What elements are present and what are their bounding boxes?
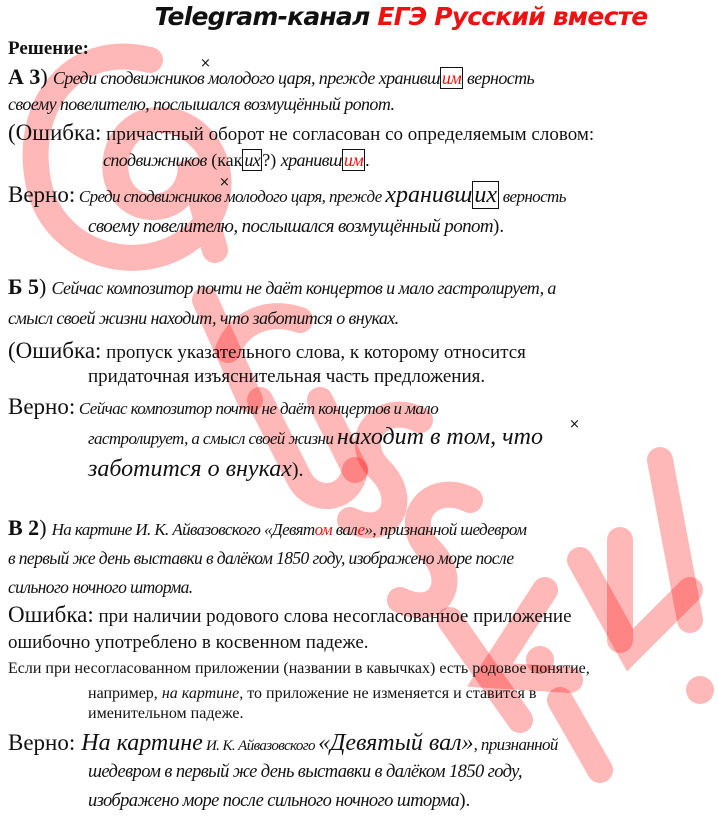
- task-a3-question-line2: своему повелителю, послышался возмущённый ропот.: [8, 94, 395, 114]
- header-channel-name: ЕГЭ Русский вместе: [377, 2, 648, 31]
- task-a3-question-line1: [8, 62, 534, 94]
- question-text: », признанной шедевром: [364, 520, 527, 539]
- correct-text: изображено море после сильного ночного шторма: [88, 791, 460, 811]
- correct-highlight: хранивш: [385, 182, 473, 208]
- correct-highlight: «Девятый вал»: [318, 730, 474, 756]
- correct-label: Верно:: [8, 394, 76, 419]
- error-label: (Ошибка:: [8, 338, 102, 363]
- correct-text: И. К. Айвазовского: [202, 738, 319, 754]
- task-a3-error-line1: [8, 120, 594, 146]
- channel-header: [0, 0, 718, 36]
- task-b5-correct-line1: [8, 394, 438, 420]
- stress-mark-icon: ×: [569, 417, 580, 432]
- error-text: при наличии родового слова несогласованное приложение: [93, 606, 572, 627]
- correct-text: Среди сподвижников молодого царя, прежде: [75, 187, 386, 206]
- stress-mark-icon: ×: [219, 175, 230, 190]
- task-v2-note-line1: Если при несогласованном приложении (названии в кавычках) есть родовое понятие,: [8, 660, 590, 677]
- paren: ): [40, 64, 48, 89]
- header-prefix: Telegram-канал: [154, 2, 378, 31]
- question-text: Сейчас композитор почти не даёт концертов и мало гастролирует, а: [51, 278, 556, 298]
- correct-label: Верно:: [8, 182, 76, 207]
- question-text: Среди сподвижников молодого царя, прежде хранивш: [52, 68, 440, 88]
- error-text: причастный оборот не согласован со определяемым словом:: [101, 124, 595, 145]
- correct-text: гастролирует, а смысл своей жизни: [88, 429, 337, 448]
- example-text: .: [365, 150, 370, 170]
- example-word: хранивш: [280, 150, 342, 170]
- paren: ).: [493, 216, 505, 237]
- task-v2-correct-line3: [88, 790, 470, 812]
- task-v2-error-line1: [8, 602, 572, 628]
- question-text: верность: [463, 68, 535, 88]
- error-ending: им: [441, 68, 462, 88]
- task-b5-correct-line2: [88, 424, 543, 451]
- task-v2-note-line2: [88, 683, 536, 703]
- correct-text: Сейчас композитор почти не даёт концертов и мало: [75, 399, 439, 418]
- correct-text: верность: [499, 187, 566, 206]
- error-ending: е: [357, 520, 365, 539]
- paren: ).: [291, 459, 304, 481]
- task-v2-question-line3: сильного ночного шторма.: [8, 577, 193, 597]
- example-word: сподвижников: [103, 150, 207, 170]
- task-v2-correct-line1: [8, 730, 558, 757]
- task-v2-correct-line2: шедевром в первый же день выставки в далёком 1850 году,: [88, 762, 522, 782]
- task-b5-question-line1: [8, 274, 556, 300]
- note-text: , то приложение не изменяется и ставится в: [239, 685, 537, 702]
- task-b5-error-line1: [8, 338, 526, 364]
- example-ending: их: [244, 150, 261, 170]
- task-b5-error-line2: придаточная изъяснительная часть предложения.: [88, 366, 486, 387]
- task-label: В 2: [8, 515, 40, 540]
- example-text: ?): [262, 150, 281, 170]
- task-v2-question-line2: в первый же день выставки в далёком 1850 году, изображено море после: [8, 548, 514, 568]
- task-v2-question-line1: [8, 515, 526, 541]
- error-text: пропуск указательного слова, к которому относится: [101, 342, 526, 363]
- correct-ending: их: [474, 182, 498, 208]
- task-v2-error-line2: ошибочно употреблено в косвенном падеже.: [8, 632, 369, 653]
- correct-highlight: На картине: [75, 730, 203, 756]
- error-ending: ом: [314, 520, 333, 539]
- example-text: (как: [206, 150, 243, 170]
- stress-mark-icon: ×: [200, 56, 211, 71]
- task-v2-note-line3: именительном падеже.: [88, 705, 244, 722]
- correct-text: своему повелителю, послышался возмущённый ропот: [88, 216, 494, 237]
- task-a3-error-example: [103, 150, 370, 171]
- question-text: вал: [332, 520, 358, 539]
- task-label: А 3: [8, 64, 41, 89]
- error-label: Ошибка:: [8, 602, 94, 627]
- question-text: На картине И. К. Айвазовского «Девят: [51, 520, 315, 539]
- error-ending: им: [343, 150, 364, 170]
- note-example: на картине: [161, 685, 240, 702]
- task-b5-question-line2: смысл своей жизни находит, что заботится о внуках.: [8, 308, 399, 328]
- task-a3-correct-line1: [8, 182, 566, 209]
- correct-highlight: находит в том, что: [336, 424, 543, 450]
- task-b5-correct-line3: [88, 456, 304, 483]
- paren: ): [39, 274, 47, 299]
- paren: ): [39, 515, 47, 540]
- correct-highlight: заботится о внуках: [88, 456, 292, 482]
- correct-label: Верно:: [8, 730, 76, 755]
- task-label: Б 5: [8, 274, 40, 299]
- error-label: (Ошибка:: [8, 120, 102, 145]
- task-a3-correct-line2: [88, 216, 504, 238]
- correct-text: , признанной: [473, 735, 558, 754]
- solution-title: Решение:: [8, 38, 89, 59]
- paren: ).: [459, 790, 471, 811]
- note-text: например,: [88, 685, 162, 702]
